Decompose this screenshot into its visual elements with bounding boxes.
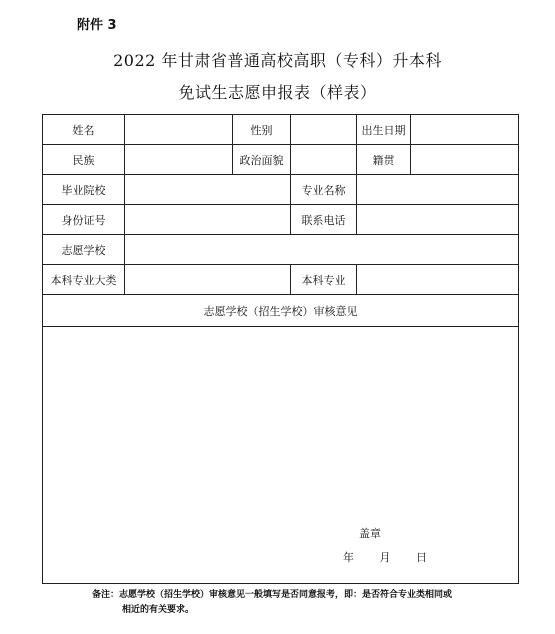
graduate-school-label: 毕业院校 — [43, 175, 125, 205]
name-field[interactable] — [125, 115, 233, 145]
native-place-label: 籍贯 — [357, 145, 411, 175]
form-row-6 — [43, 265, 519, 295]
major-name-field[interactable] — [357, 175, 519, 205]
phone-label: 联系电话 — [291, 205, 357, 235]
political-status-label: 政治面貌 — [233, 145, 291, 175]
opinion-area[interactable] — [43, 327, 519, 584]
application-form-table — [42, 114, 519, 584]
undergrad-major-field[interactable] — [357, 265, 519, 295]
target-school-label: 志愿学校 — [43, 235, 125, 265]
undergrad-major-label: 本科专业 — [291, 265, 357, 295]
ethnicity-field[interactable] — [125, 145, 233, 175]
phone-field[interactable] — [357, 205, 519, 235]
id-number-field[interactable] — [125, 205, 291, 235]
form-row-4 — [43, 205, 519, 235]
name-label: 姓名 — [43, 115, 125, 145]
form-row-3 — [43, 175, 519, 205]
graduate-school-field[interactable] — [125, 175, 291, 205]
political-status-field[interactable] — [291, 145, 357, 175]
year-label: 年 — [343, 551, 354, 564]
birth-date-label: 出生日期 — [357, 115, 411, 145]
day-label: 日 — [416, 551, 427, 564]
major-name-label: 专业名称 — [291, 175, 357, 205]
id-number-label: 身份证号 — [43, 205, 125, 235]
native-place-field[interactable] — [411, 145, 519, 175]
form-row-1 — [43, 115, 519, 145]
form-title-line2: 免试生志愿申报表（样表） — [178, 83, 377, 102]
ethnicity-label: 民族 — [43, 145, 125, 175]
form-row-5 — [43, 235, 519, 265]
footnote-line1: 备注：志愿学校（招生学校）审核意见一般填写是否同意报考，即：是否符合专业类相同或 — [92, 590, 453, 600]
form-title-line1: 2022 年甘肃省普通高校高职（专科）升本科 — [113, 51, 442, 70]
form-row-2 — [43, 145, 519, 175]
gender-label: 性别 — [233, 115, 291, 145]
opinion-row — [43, 327, 519, 584]
target-school-field[interactable] — [125, 235, 519, 265]
opinion-header-row — [43, 295, 519, 327]
month-label: 月 — [379, 551, 391, 564]
date-line — [343, 549, 449, 565]
footnote-line2: 相近的有关要求。 — [122, 605, 195, 615]
footnote — [92, 588, 492, 618]
major-category-label: 本科专业大类 — [43, 265, 125, 295]
major-category-field[interactable] — [125, 265, 291, 295]
opinion-header: 志愿学校（招生学校）审核意见 — [43, 295, 519, 327]
birth-date-field[interactable] — [411, 115, 519, 145]
attachment-label: 附件 3 — [77, 18, 117, 33]
gender-field[interactable] — [291, 115, 357, 145]
seal-label: 盖章 — [359, 527, 381, 540]
